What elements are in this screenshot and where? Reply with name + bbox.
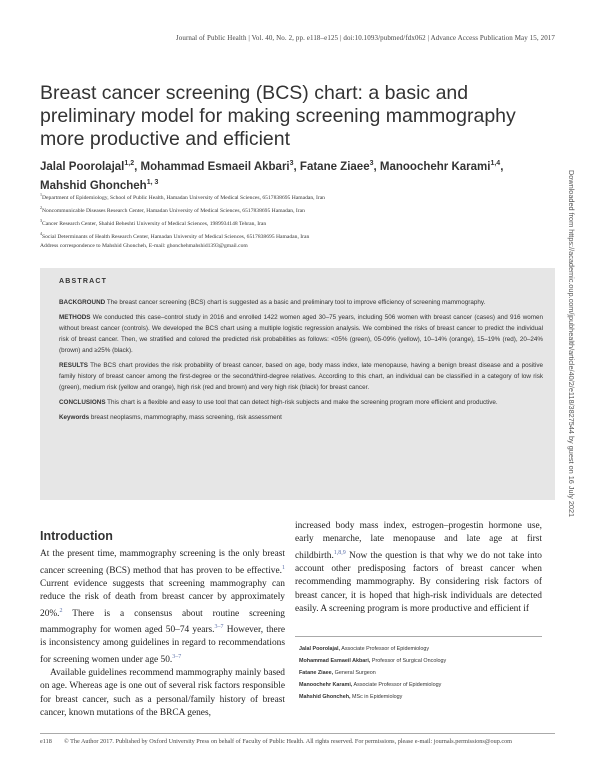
affiliation-text: Social Determinants of Health Research Center, Hamadan University of Medical Sciences, 6517838695 Hamadan, Iran (42, 234, 310, 241)
affiliation-item (40, 216, 510, 229)
abstract-background (59, 297, 543, 308)
role-title: Professor of Surgical Oncology (370, 658, 447, 664)
role-author: Mahshid Ghoncheh, (299, 694, 351, 700)
author-name[interactable]: Mohammad Esmaeil Akbari (140, 160, 290, 173)
paragraph-text: increased body mass index, estrogen–progestin hormone use, early menarche, late menopause and late age at first childbirth. (295, 521, 542, 561)
affiliation-text: Noncommunicable Diseases Research Center, Hamadan University of Medical Sciences, 6517838695 Hamadan, Iran (42, 207, 305, 214)
citation-link[interactable]: 2 (59, 607, 63, 614)
section-label: Keywords (59, 414, 90, 421)
author-separator: , (373, 160, 380, 173)
section-label: CONCLUSIONS (59, 399, 106, 406)
author-list (40, 156, 565, 195)
affiliation-item (40, 229, 510, 242)
role-title: Associate Professor of Epidemiology (352, 682, 442, 688)
author-role-item (295, 667, 542, 679)
citation-link[interactable]: 1,8,9 (333, 549, 346, 556)
page-footer (40, 733, 555, 745)
affiliation-item (40, 203, 510, 216)
author-name[interactable]: Mahshid Ghoncheh (40, 180, 147, 193)
section-text: We conducted this case–control study in 2016 and enrolled 1422 women aged 30–75 years, including 506 women with breast cancer (cases) and 916 women without breast cancer (controls). We developed the BCS chart using a multiple logistic regression analysis. We combined the risks of breast cancer to predict the individual risk of breast cancer. Then, we stratified and colored the predicted risk probabilities as follows: <05% (green), 05-09% (yellow), 10–14% (orange), 15–19% (red), 20–24% (brown) and ≥25% (black). (59, 314, 544, 354)
section-text: This chart is a flexible and easy to use tool that can detect high-risk subjects and make the screening program more efficient and productive. (107, 399, 498, 406)
role-author: Manoochehr Karami, (299, 682, 353, 688)
intro-paragraph: Available guidelines recommend mammography mainly based on age. Whereas age is one out of several risk factors responsible for breast cancer, such as a personal/family history of breast cancer, known mutations of the BRCA genes, (40, 668, 285, 719)
abstract-box (40, 268, 555, 500)
section-text: breast neoplasms, mammography, mass screening, risk assessment (90, 414, 282, 421)
abstract-methods (59, 312, 543, 356)
intro-paragraph (40, 548, 285, 667)
paragraph-text: There is a consensus about routine screening mammography for women aged 50–74 years. (40, 608, 285, 636)
citation-link[interactable]: 1 (282, 564, 285, 571)
role-title: Associate Professor of Epidemiology (340, 646, 430, 652)
citation-link[interactable]: 3–7 (214, 624, 224, 631)
abstract-conclusions (59, 397, 543, 408)
page-number: e118 (40, 738, 52, 745)
author-separator: , (134, 160, 141, 173)
citation-link[interactable]: 3–7 (172, 653, 182, 660)
section-text: The breast cancer screening (BCS) chart is suggested as a basic and preliminary tool to improve efficiency of screening mammography. (106, 299, 486, 306)
section-label: RESULTS (59, 362, 88, 369)
author-roles (295, 636, 542, 703)
role-title: General Surgeon (333, 670, 376, 676)
role-author: Fatane Ziaee, (299, 670, 334, 676)
article-title: Breast cancer screening (BCS) chart: a basic and preliminary model for making screening mammography more productive and efficient (40, 82, 516, 150)
author-role-item (295, 691, 542, 703)
affiliation-number: 3 (40, 218, 42, 224)
body-column-right (295, 520, 542, 616)
paragraph-text: Current evidence suggests that screening mammography can reduce the risk of death from breast cancer by approximately 20%. (40, 579, 285, 619)
author-separator: , (500, 160, 504, 173)
author-affil-ref: 1,4 (490, 160, 501, 167)
section-label: BACKGROUND (59, 299, 106, 306)
role-author: Mohammad Esmaeil Akbari, (299, 658, 371, 664)
download-watermark-text[interactable]: Downloaded from https://academic.oup.com/jpubhealth/article/40/2/e118/3827544 by guest on 16 July 2021 (567, 170, 576, 518)
author-affil-ref: 1,2 (124, 160, 135, 167)
affiliations (40, 190, 510, 251)
author-affil-ref: 3 (369, 160, 374, 167)
correspondence[interactable]: Address correspondence to Mahshid Ghoncheh, E-mail: ghonchehmahshid1393@gmail.com (40, 243, 248, 250)
author-affil-ref: 3 (289, 160, 294, 167)
affiliation-text: Department of Epidemiology, School of Public Health, Hamadan University of Medical Sciences, 6517838695 Hamadan, Iran (42, 194, 325, 201)
intro-heading: Introduction (40, 529, 113, 543)
author-name[interactable]: Manoochehr Karami (379, 160, 491, 173)
running-header: Journal of Public Health | Vol. 40, No. 2, pp. e118–e125 | doi:10.1093/pubmed/fdx062 | Advance Access Publication May 15, 2017 (175, 34, 555, 42)
intro-paragraph-continued (295, 520, 542, 616)
author-separator: , (293, 160, 300, 173)
affiliation-number: 1 (40, 192, 42, 197)
abstract-heading: ABSTRACT (59, 278, 108, 285)
author-role-item (295, 643, 542, 655)
section-text: The BCS chart provides the risk probability of breast cancer, based on age, body mass index, late menopause, having a benign breast disease and a positive family history of breast cancer among the first-degree or the second/third-degree relatives. According to this chart, an individual can be classified in a category of low risk (green), medium risk (yellow and orange), high risk (red and brown) and very high risk (black) for breast cancer. (59, 362, 543, 391)
author-role-item (295, 679, 542, 691)
affiliation-item (40, 190, 510, 203)
abstract-keywords (59, 412, 543, 423)
role-author: Jalal Poorolajal, (299, 646, 341, 652)
affiliation-text: Cancer Research Center, Shahid Beheshti University of Medical Sciences, 1989934148 Tehran, Iran (42, 220, 267, 227)
role-title: MSc in Epidemiology (350, 694, 403, 700)
paragraph-text: At the present time, mammography screening is the only breast cancer screening (BCS) method that has proven to be effective. (40, 549, 285, 576)
author-name[interactable]: Jalal Poorolajal (40, 160, 125, 173)
author-affil-ref: 1, 3 (146, 179, 159, 187)
author-role-item (295, 655, 542, 667)
paragraph-text: Now the question is that why we do not take into account other predisposing factors of breast cancer when recommending mammography. By considering risk factors of breast cancer, it is hoped that high-risk individuals are detected easily. A screening program is more productive and efficient if (295, 550, 542, 614)
affiliation-number: 4 (40, 231, 42, 237)
paragraph-text: However, there is inconsistency among guidelines in regard to recommendations for screening women under age 50. (40, 625, 285, 665)
abstract-results (59, 360, 543, 393)
author-name[interactable]: Fatane Ziaee (299, 160, 370, 173)
copyright-notice: © The Author 2017. Published by Oxford University Press on behalf of Faculty of Public Health. All rights reserved. For permissions, please e-mail: journals.permissions@oup.com (64, 738, 512, 745)
affiliation-number: 2 (40, 205, 42, 211)
download-watermark (567, 170, 582, 590)
section-label: METHODS (59, 314, 91, 321)
body-column-left (40, 530, 285, 720)
